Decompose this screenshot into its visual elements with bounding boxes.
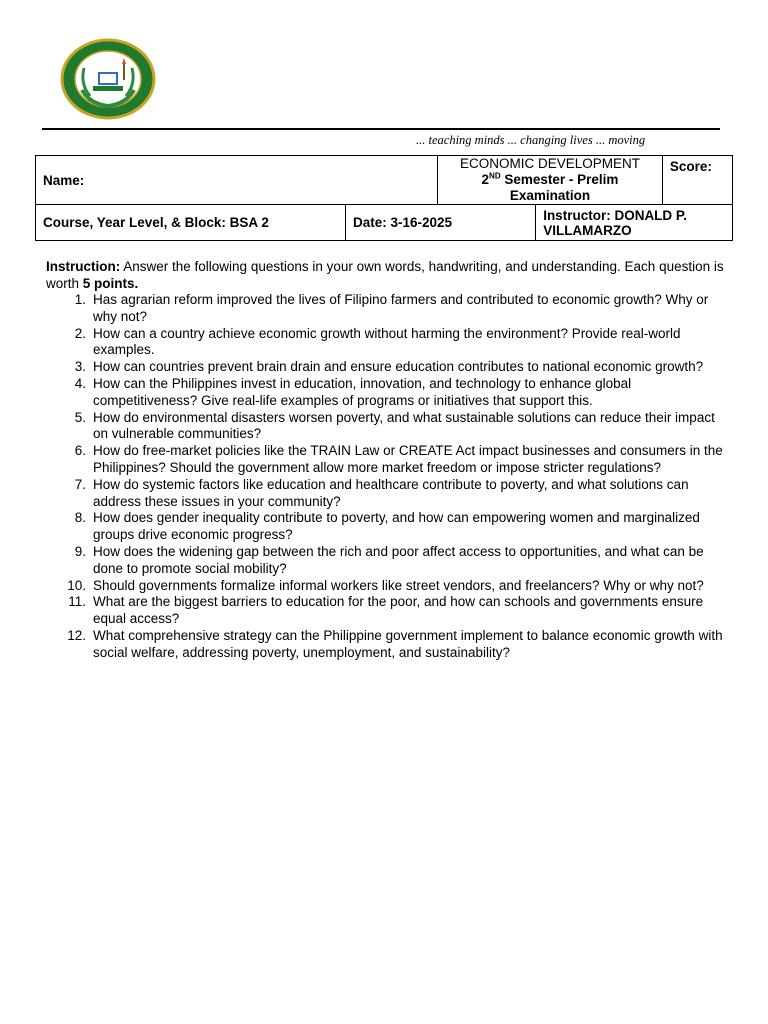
question-number: 6. (74, 443, 86, 459)
question-number: 2. (74, 325, 86, 341)
subject-title: ECONOMIC DEVELOPMENT (459, 156, 640, 171)
question-text: How do environmental disasters worsen poverty, and what sustainable solutions can reduce their impact on vulnerable communities? (93, 409, 715, 442)
question-text: How can countries prevent brain drain and ensure education contributes to national economic growth? (93, 359, 704, 375)
question-item (46, 326, 726, 360)
instruction-paragraph (46, 259, 726, 293)
instruction-label: Instruction: (46, 259, 121, 274)
question-item (46, 510, 726, 544)
question-text: Should governments formalize informal workers like street vendors, and freelancers? Why or why not? (93, 577, 704, 593)
question-number: 5. (74, 409, 86, 425)
question-item (46, 578, 726, 595)
question-number: 9. (74, 543, 86, 559)
question-item (46, 292, 726, 326)
semester-text: Semester - Prelim Examination (500, 172, 619, 203)
question-number: 7. (74, 476, 86, 492)
question-list (46, 292, 726, 662)
question-text: How does the widening gap between the rich and poor affect access to opportunities, and what can be done to promote social mobility? (93, 543, 704, 576)
question-item (46, 477, 726, 511)
question-number: 8. (74, 510, 86, 526)
question-text: How can a country achieve economic growth without harming the environment? Provide real-world examples. (93, 325, 681, 358)
instruction-points: 5 points. (82, 275, 139, 291)
question-item (46, 544, 726, 578)
question-item (46, 443, 726, 477)
question-number: 11. (68, 594, 86, 610)
question-number: 10. (67, 577, 86, 593)
score-cell (662, 156, 732, 205)
header-rule (42, 128, 720, 130)
question-number: 12. (67, 627, 86, 643)
college-logo (60, 38, 156, 120)
question-text: How do free-market policies like the TRAIN Law or CREATE Act impact businesses and consumers in the Philippines? Should the government allow more market freedom or impose stricter regulations? (93, 443, 723, 475)
question-text: How does gender inequality contribute to poverty, and how can empowering women and marginalized groups drive economic progress? (93, 510, 700, 543)
info-table (35, 155, 733, 241)
question-text: How can the Philippines invest in education, innovation, and technology to enhance global competitiveness? Give real-life examples of programs or initiatives that support this. (93, 375, 632, 408)
question-text: Has agrarian reform improved the lives of Filipino farmers and contributed to economic growth? Why or why not? (93, 292, 709, 324)
semester-number: 2 (481, 172, 490, 187)
instructor-cell: Instructor: DONALD P. VILLAMARZO (536, 205, 733, 241)
question-text: How do systemic factors like education and healthcare contribute to poverty, and what solutions can address these issues in your community? (93, 476, 689, 509)
instruction-text: Answer the following questions in your own words, handwriting, and understanding. Each question is worth (46, 259, 724, 291)
question-number: 4. (74, 375, 86, 391)
tagline: ... teaching minds ... changing lives ... moving (416, 133, 646, 147)
name-label: Name: (43, 172, 85, 188)
question-item (46, 410, 726, 444)
subject-cell (438, 156, 663, 205)
question-number: 1. (74, 292, 86, 307)
semester-line (445, 172, 655, 204)
date-cell: Date: 3-16-2025 (346, 205, 536, 241)
question-item (46, 628, 726, 662)
course-cell: Course, Year Level, & Block: BSA 2 (36, 205, 346, 241)
question-text: What comprehensive strategy can the Philippine government implement to balance economic growth with social welfare, addressing poverty, unemployment, and sustainability? (93, 627, 723, 660)
name-cell (36, 156, 438, 205)
question-item (46, 594, 726, 628)
question-text: What are the biggest barriers to education for the poor, and how can schools and governments ensure equal access? (93, 594, 704, 627)
score-label: Score: (669, 159, 712, 174)
question-item (46, 359, 726, 376)
question-item (46, 376, 726, 410)
semester-ordinal: ND (489, 171, 501, 181)
question-number: 3. (74, 359, 86, 375)
